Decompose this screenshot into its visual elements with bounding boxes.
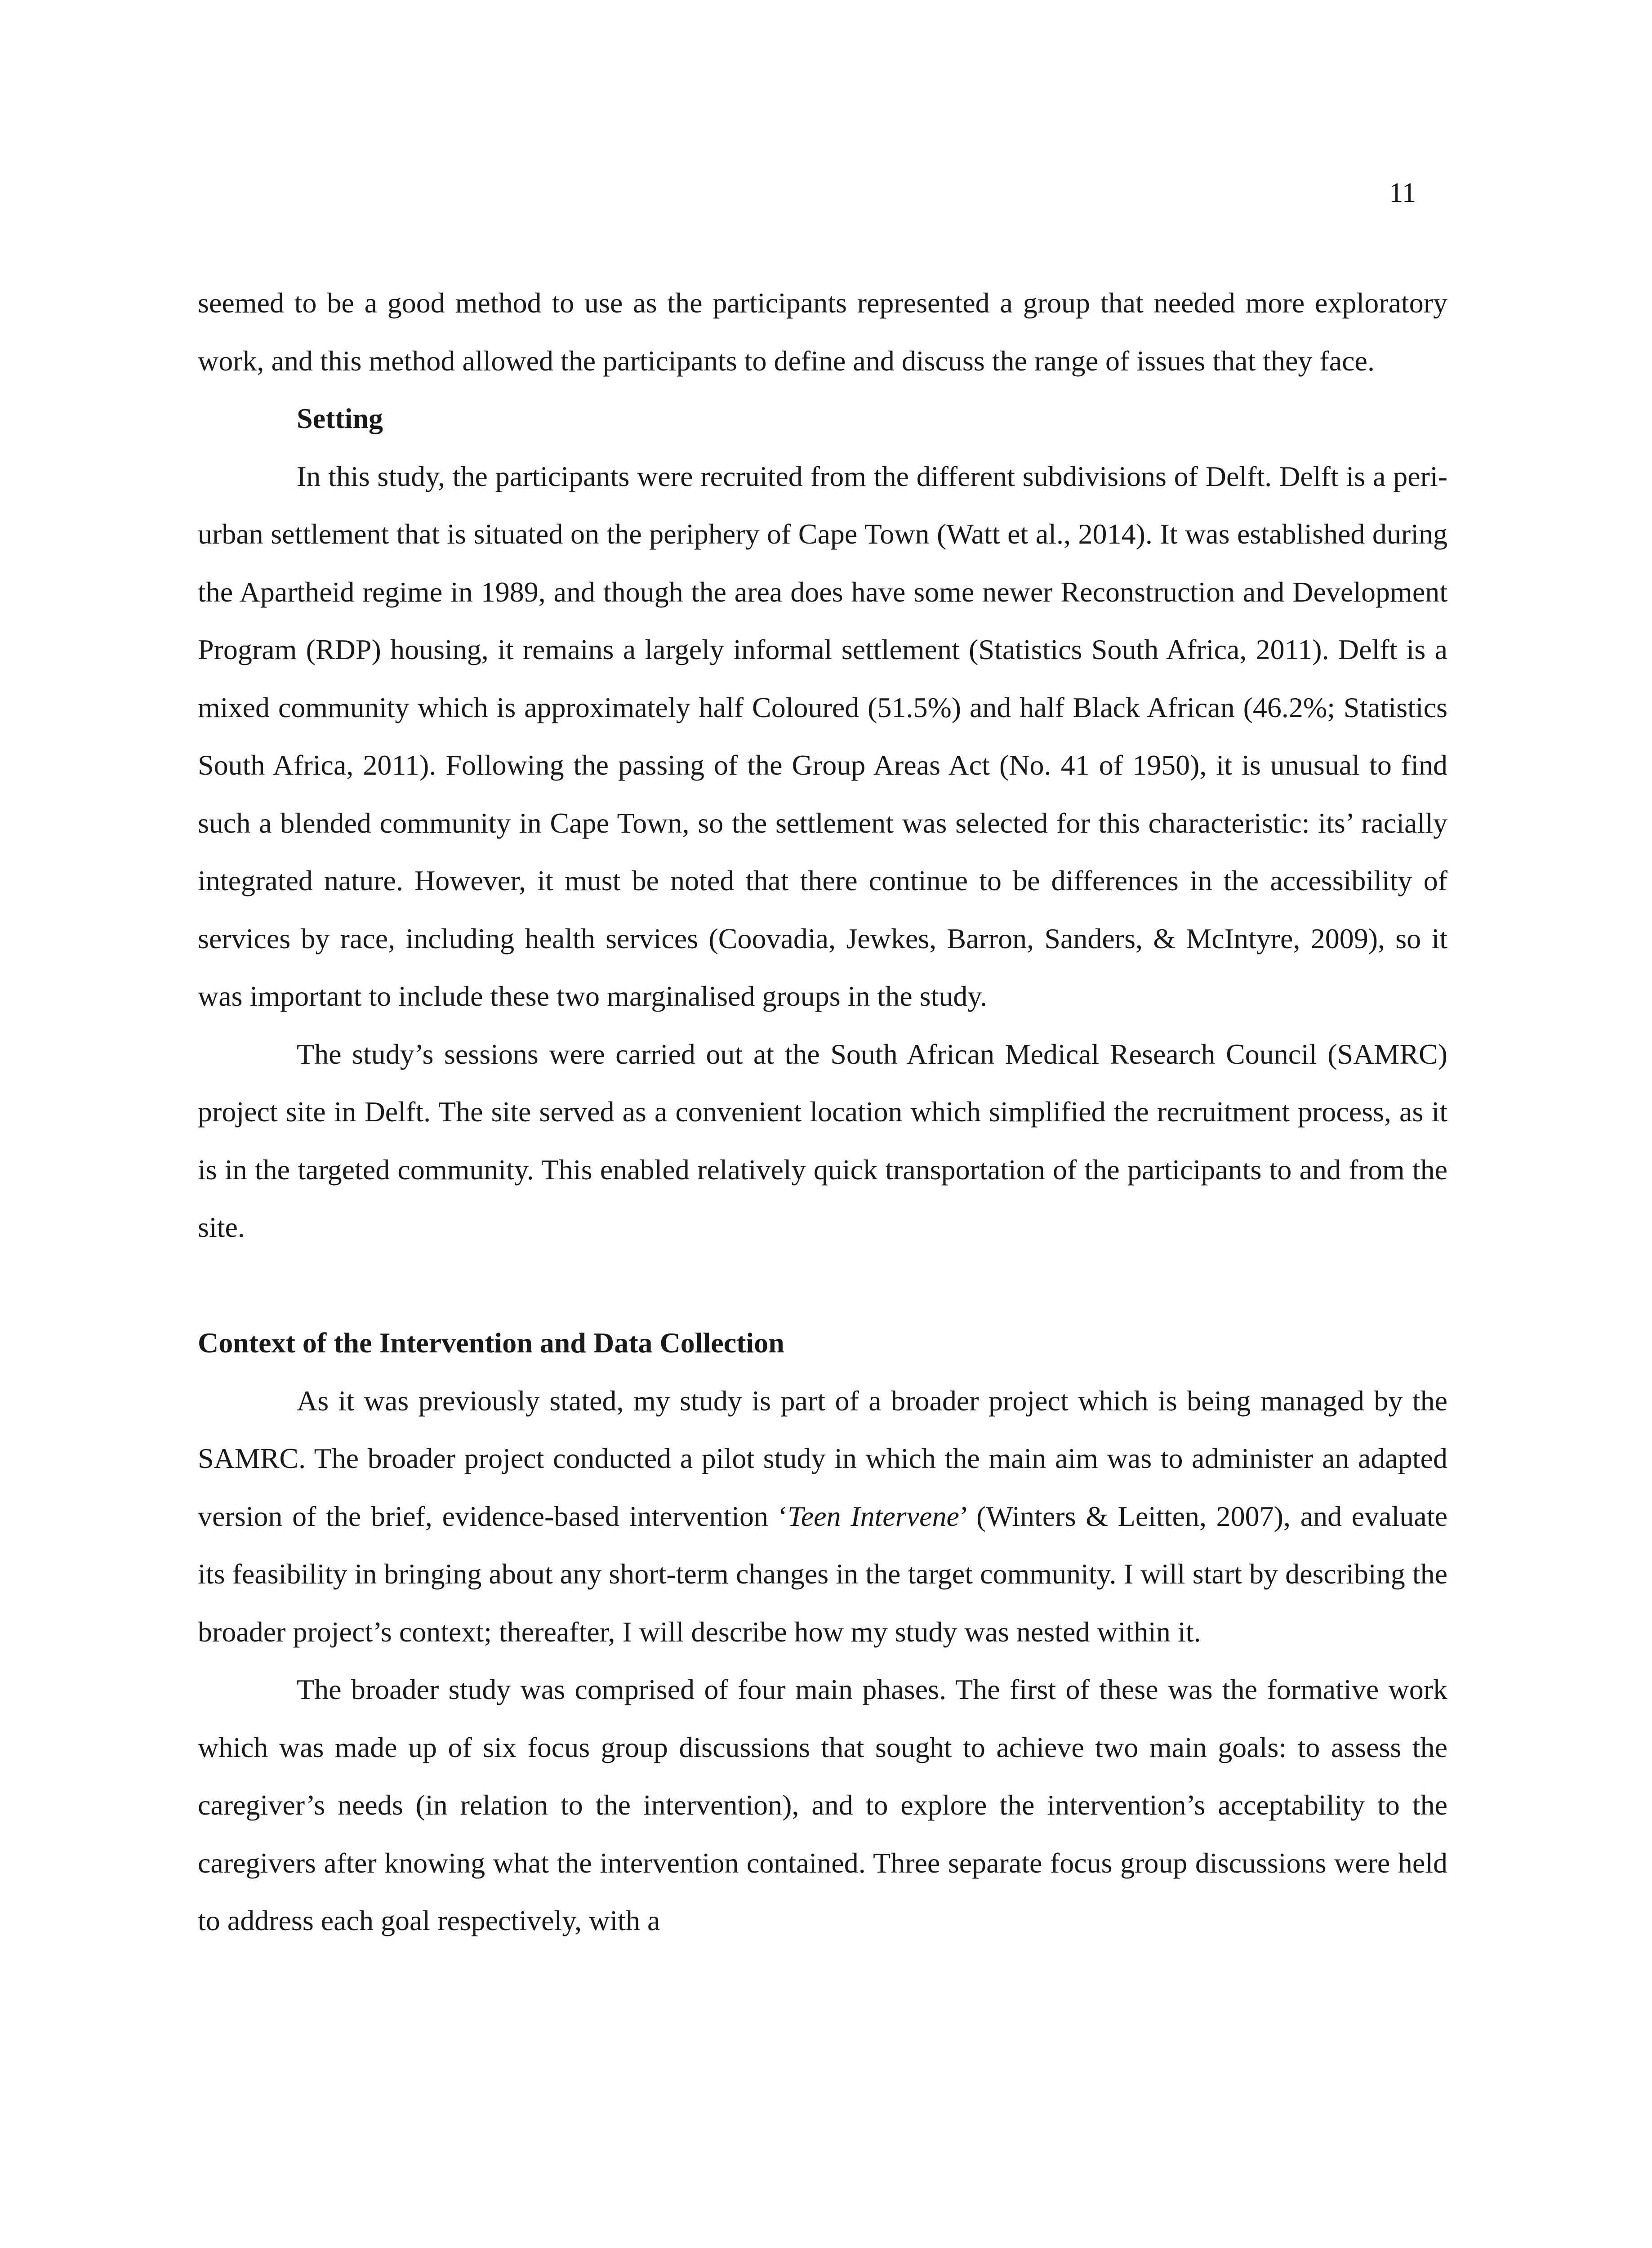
paragraph-methods-continued: seemed to be a good method to use as the participants represented a group that needed more exploratory work, and this method allowed the participants to define and discuss the range of issues that they face. — [198, 287, 1447, 377]
paragraph-setting-site: The study’s sessions were carried out at the South African Medical Research Council (SAMRC) project site in Delft. The site served as a convenient location which simplified the recruitment process, as it is in the targeted community. This enabled relatively quick transportation of the participants to and from the site. — [198, 1038, 1447, 1243]
paragraph-context-phases: The broader study was comprised of four main phases. The first of these was the formative work which was made up of six focus group discussions that sought to achieve two main goals: to assess the caregiver’s needs (in relation to the intervention), and to explore the intervention’s acceptability to the caregivers after knowing what the intervention contained. Three separate focus group discussions were held to address each goal respectively, with a — [198, 1673, 1447, 1936]
page-number: 11 — [1389, 178, 1416, 208]
body-text — [198, 274, 1447, 1950]
paragraph-context-text-2: ’ (Winters & Leitten, 2007), and evaluate its feasibility in bringing about any short-term changes in the target community. I will start by describing the broader project’s context; thereafter, I will describe how my study was nested within it. — [198, 1500, 1448, 1648]
paragraph-context-text-1: As it was previously stated, my study is part of a broader project which is being managed by the SAMRC. The broader project conducted a pilot study in which the main aim was to administer an adapted version of the brief, evidence-based intervention ‘ — [198, 1384, 1447, 1532]
paragraph-setting-delft: In this study, the participants were recruited from the different subdivisions of Delft. Delft is a peri-urban settlement that is situated on the periphery of Cape Town (Watt et al., 2014). It was established during the Apartheid regime in 1989, and though the area does have some newer Reconstruction and Development Program (RDP) housing, it remains a largely informal settlement (Statistics South Africa, 2011). Delft is a mixed community which is approximately half Coloured (51.5%) and half Black African (46.2%; Statistics South Africa, 2011). Following the passing of the Group Areas Act (No. 41 of 1950), it is unusual to find such a blended community in Cape Town, so the settlement was selected for this characteristic: its’ racially integrated nature. However, it must be noted that there continue to be differences in the accessibility of services by race, including health services (Coovadia, Jewkes, Barron, Sanders, & McIntyre, 2009), so it was important to include these two marginalised groups in the study. — [198, 460, 1447, 1012]
section-heading-context: Context of the Intervention and Data Collection — [198, 1327, 784, 1359]
intervention-title: Teen Intervene — [788, 1500, 959, 1532]
section-heading-setting: Setting — [297, 402, 383, 434]
paragraph-context-broader-project — [198, 1372, 1447, 1661]
